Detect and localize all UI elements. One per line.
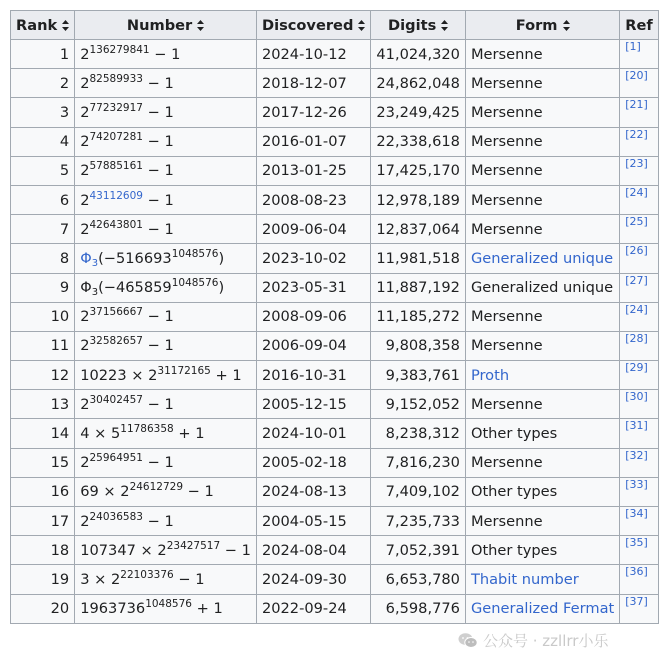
number-text: 2 — [80, 103, 90, 121]
discovered-cell: 2006-09-04 — [256, 331, 370, 360]
rank-cell: 11 — [11, 331, 75, 360]
form-cell — [465, 419, 619, 448]
ref-cell[interactable] — [620, 302, 659, 331]
reference-link[interactable]: [21] — [625, 98, 648, 112]
table-row — [11, 244, 659, 273]
number-text: − 1 — [142, 133, 174, 151]
table-row — [11, 69, 659, 98]
form-cell — [465, 69, 619, 98]
discovered-cell: 2024-08-13 — [256, 477, 370, 506]
form-cell — [465, 302, 619, 331]
number-text: ) — [218, 249, 225, 267]
exponent: 22103376 — [120, 568, 174, 581]
discovered-cell: 2022-09-24 — [256, 594, 370, 623]
subscript[interactable]: 3 — [91, 257, 99, 269]
number-text: 2 — [80, 395, 90, 413]
number-cell — [75, 594, 257, 623]
exponent: 25964951 — [89, 452, 143, 465]
number-cell — [75, 419, 257, 448]
rank-cell: 13 — [11, 390, 75, 419]
form-cell — [465, 536, 619, 565]
form-text: Mersenne — [470, 395, 543, 413]
number-cell — [75, 185, 257, 214]
form-text: Mersenne — [470, 337, 543, 355]
number-text[interactable]: Φ — [80, 249, 92, 267]
form-text: Mersenne — [470, 308, 543, 326]
subscript: 3 — [91, 287, 99, 299]
form-text: Other types — [470, 541, 558, 559]
number-text: − 1 — [142, 454, 174, 472]
reference-link[interactable]: [37] — [625, 594, 648, 608]
number-text: − 1 — [142, 103, 174, 121]
number-cell — [75, 565, 257, 594]
ref-cell[interactable] — [620, 244, 659, 273]
exponent: 57885161 — [89, 160, 143, 173]
form-cell — [465, 477, 619, 506]
column-header-label: Discovered — [261, 16, 354, 34]
column-header-number[interactable] — [75, 11, 257, 40]
ref-cell[interactable] — [620, 536, 659, 565]
number-text: 10223 × 2 — [80, 366, 158, 384]
form-text: Other types — [470, 483, 558, 501]
form-link[interactable]: Thabit number — [470, 570, 579, 588]
watermark-text: 公众号 · zzllrr小乐 — [483, 632, 609, 650]
table-row — [11, 40, 659, 69]
digits-cell: 7,235,733 — [371, 507, 466, 536]
number-cell — [75, 361, 257, 390]
number-cell — [75, 98, 257, 127]
exponent: 37156667 — [89, 306, 143, 319]
reference-link[interactable]: [24] — [625, 302, 648, 316]
table-row — [11, 448, 659, 477]
number-cell — [75, 390, 257, 419]
rank-cell: 10 — [11, 302, 75, 331]
column-header-label: Rank — [16, 16, 58, 34]
digits-cell: 7,052,391 — [371, 536, 466, 565]
reference-link[interactable]: [28] — [625, 331, 648, 345]
number-cell — [75, 127, 257, 156]
number-text: 2 — [80, 512, 90, 530]
number-text: − 1 — [149, 45, 181, 63]
ref-cell[interactable] — [620, 477, 659, 506]
number-cell — [75, 215, 257, 244]
column-header-label: Ref — [625, 16, 653, 34]
reference-link[interactable]: [25] — [625, 215, 648, 229]
table-row — [11, 390, 659, 419]
ref-cell[interactable] — [620, 565, 659, 594]
form-cell — [465, 390, 619, 419]
exponent: 24612729 — [129, 481, 184, 494]
sort-icon[interactable] — [197, 20, 204, 31]
rank-cell: 1 — [11, 40, 75, 69]
ref-cell[interactable] — [620, 156, 659, 185]
discovered-cell: 2024-10-12 — [256, 40, 370, 69]
ref-cell[interactable] — [620, 390, 659, 419]
number-cell — [75, 448, 257, 477]
ref-cell[interactable] — [620, 331, 659, 360]
reference-link[interactable]: [33] — [625, 477, 648, 491]
exponent: 1048576 — [145, 598, 192, 611]
reference-link[interactable]: [27] — [625, 273, 648, 287]
number-text: + 1 — [210, 366, 242, 384]
digits-cell: 9,383,761 — [371, 361, 466, 390]
table-body — [11, 40, 659, 624]
form-cell — [465, 273, 619, 302]
ref-cell[interactable] — [620, 273, 659, 302]
number-text: 2 — [80, 337, 90, 355]
form-text: Other types — [470, 425, 558, 443]
discovered-cell: 2024-10-01 — [256, 419, 370, 448]
number-cell — [75, 477, 257, 506]
column-header-ref — [620, 11, 659, 40]
column-header-digits[interactable] — [371, 11, 466, 40]
number-text: − 1 — [142, 308, 174, 326]
form-text: Mersenne — [470, 220, 543, 238]
discovered-cell: 2005-12-15 — [256, 390, 370, 419]
exponent: 31172165 — [157, 364, 211, 377]
form-cell — [465, 215, 619, 244]
largest-primes-table — [10, 10, 659, 624]
number-text: (−465859 — [98, 279, 172, 297]
discovered-cell: 2008-09-06 — [256, 302, 370, 331]
rank-cell: 8 — [11, 244, 75, 273]
form-cell — [465, 98, 619, 127]
digits-cell: 6,598,776 — [371, 594, 466, 623]
rank-cell: 16 — [11, 477, 75, 506]
ref-cell[interactable] — [620, 419, 659, 448]
rank-cell: 6 — [11, 185, 75, 214]
number-text: 3 × 2 — [80, 570, 121, 588]
rank-cell: 7 — [11, 215, 75, 244]
discovered-cell: 2005-02-18 — [256, 448, 370, 477]
number-cell — [75, 507, 257, 536]
number-cell — [75, 40, 257, 69]
rank-cell: 18 — [11, 536, 75, 565]
table-row — [11, 477, 659, 506]
number-text: 4 × 5 — [80, 425, 121, 443]
number-text: 2 — [80, 74, 90, 92]
number-text: ) — [218, 279, 225, 297]
table-row — [11, 419, 659, 448]
table-row — [11, 507, 659, 536]
digits-cell: 7,409,102 — [371, 477, 466, 506]
form-cell[interactable] — [465, 244, 619, 273]
number-text: 1963736 — [80, 600, 146, 618]
table-row — [11, 594, 659, 623]
reference-link[interactable]: [26] — [625, 244, 648, 258]
form-link[interactable]: Proth — [470, 366, 510, 384]
ref-cell[interactable] — [620, 507, 659, 536]
digits-cell: 11,887,192 — [371, 273, 466, 302]
reference-link[interactable]: [30] — [625, 390, 648, 404]
digits-cell: 9,152,052 — [371, 390, 466, 419]
discovered-cell: 2013-01-25 — [256, 156, 370, 185]
form-text: Mersenne — [470, 74, 543, 92]
table-row — [11, 273, 659, 302]
rank-cell: 15 — [11, 448, 75, 477]
digits-cell: 6,653,780 — [371, 565, 466, 594]
digits-cell: 9,808,358 — [371, 331, 466, 360]
column-header-label: Digits — [388, 16, 437, 34]
exponent: 1048576 — [171, 247, 219, 260]
reference-link[interactable]: [23] — [625, 156, 648, 170]
form-text: Mersenne — [470, 162, 543, 180]
ref-cell[interactable] — [620, 448, 659, 477]
form-text: Mersenne — [470, 133, 543, 151]
rank-cell: 20 — [11, 594, 75, 623]
table-row — [11, 127, 659, 156]
discovered-cell: 2018-12-07 — [256, 69, 370, 98]
sort-icon[interactable] — [441, 20, 448, 31]
exponent: 82589933 — [89, 72, 143, 85]
discovered-cell: 2016-10-31 — [256, 361, 370, 390]
table-row — [11, 98, 659, 127]
form-link[interactable]: Generalized Fermat — [470, 600, 615, 618]
rank-cell: 12 — [11, 361, 75, 390]
watermark — [458, 630, 608, 651]
form-link[interactable]: Generalized unique — [470, 249, 614, 267]
number-text: 2 — [80, 162, 90, 180]
header-row — [11, 11, 659, 40]
reference-link[interactable]: [32] — [625, 448, 648, 462]
form-cell — [465, 448, 619, 477]
exponent: 74207281 — [89, 131, 143, 144]
number-text: 2 — [80, 308, 90, 326]
ref-cell[interactable] — [620, 185, 659, 214]
table-row — [11, 215, 659, 244]
form-cell — [465, 331, 619, 360]
form-cell[interactable] — [465, 594, 619, 623]
number-text: − 1 — [142, 395, 174, 413]
number-text: − 1 — [142, 74, 174, 92]
table-row — [11, 331, 659, 360]
digits-cell: 41,024,320 — [371, 40, 466, 69]
digits-cell: 11,981,518 — [371, 244, 466, 273]
number-text: 107347 × 2 — [80, 541, 167, 559]
column-header-discovered[interactable] — [256, 11, 370, 40]
number-cell — [75, 536, 257, 565]
exponent: 11786358 — [120, 423, 174, 436]
exponent: 24036583 — [89, 510, 143, 523]
number-cell — [75, 69, 257, 98]
discovered-cell: 2024-09-30 — [256, 565, 370, 594]
column-header-label: Form — [515, 16, 558, 34]
rank-cell: 5 — [11, 156, 75, 185]
digits-cell: 12,978,189 — [371, 185, 466, 214]
ref-cell[interactable] — [620, 361, 659, 390]
number-text: − 1 — [142, 191, 174, 209]
number-text: 2 — [80, 191, 90, 209]
exponent: 1048576 — [171, 277, 219, 290]
table-header — [11, 11, 659, 40]
rank-cell: 17 — [11, 507, 75, 536]
rank-cell: 14 — [11, 419, 75, 448]
digits-cell: 8,238,312 — [371, 419, 466, 448]
form-cell — [465, 40, 619, 69]
number-text: 2 — [80, 220, 90, 238]
reference-link[interactable]: [36] — [625, 565, 648, 579]
form-cell — [465, 507, 619, 536]
form-cell[interactable] — [465, 565, 619, 594]
rank-cell: 4 — [11, 127, 75, 156]
rank-cell: 3 — [11, 98, 75, 127]
reference-link[interactable]: [20] — [625, 69, 648, 83]
reference-link[interactable]: [22] — [625, 127, 648, 141]
number-cell — [75, 156, 257, 185]
number-text: − 1 — [220, 541, 251, 559]
wechat-icon — [458, 632, 478, 649]
number-cell — [75, 331, 257, 360]
number-text: (−516693 — [98, 249, 172, 267]
number-cell — [75, 273, 257, 302]
discovered-cell: 2023-05-31 — [256, 273, 370, 302]
sort-icon[interactable] — [62, 20, 69, 31]
number-text: 2 — [80, 133, 90, 151]
form-cell — [465, 127, 619, 156]
digits-cell: 11,185,272 — [371, 302, 466, 331]
number-text: + 1 — [191, 600, 223, 618]
form-text: Mersenne — [470, 191, 543, 209]
number-text: 2 — [80, 45, 90, 63]
discovered-cell: 2017-12-26 — [256, 98, 370, 127]
form-text: Generalized unique — [470, 279, 614, 297]
rank-cell: 2 — [11, 69, 75, 98]
number-cell — [75, 244, 257, 273]
reference-link[interactable]: [1] — [625, 40, 641, 53]
ref-cell[interactable] — [620, 127, 659, 156]
reference-link[interactable]: [35] — [625, 536, 648, 550]
exponent: 23427517 — [166, 539, 221, 552]
column-header-form[interactable] — [465, 11, 619, 40]
form-text: Mersenne — [470, 103, 543, 121]
discovered-cell: 2008-08-23 — [256, 185, 370, 214]
table-row — [11, 156, 659, 185]
exponent: 77232917 — [89, 101, 143, 114]
number-text: − 1 — [173, 570, 205, 588]
number-text: + 1 — [173, 425, 205, 443]
exponent: 30402457 — [89, 393, 143, 406]
column-header-rank[interactable] — [11, 11, 75, 40]
discovered-cell: 2009-06-04 — [256, 215, 370, 244]
digits-cell: 22,338,618 — [371, 127, 466, 156]
discovered-cell: 2004-05-15 — [256, 507, 370, 536]
table-row — [11, 361, 659, 390]
table-row — [11, 536, 659, 565]
number-text: 69 × 2 — [80, 483, 130, 501]
reference-link[interactable]: [31] — [625, 419, 648, 433]
discovered-cell: 2023-10-02 — [256, 244, 370, 273]
number-text: Φ — [80, 279, 92, 297]
digits-cell: 17,425,170 — [371, 156, 466, 185]
number-text: − 1 — [142, 162, 174, 180]
digits-cell: 23,249,425 — [371, 98, 466, 127]
form-cell — [465, 185, 619, 214]
number-text: − 1 — [183, 483, 214, 501]
ref-cell[interactable] — [620, 69, 659, 98]
form-text: Mersenne — [470, 45, 543, 63]
number-cell — [75, 302, 257, 331]
form-cell — [465, 156, 619, 185]
digits-cell: 12,837,064 — [371, 215, 466, 244]
reference-link[interactable]: [29] — [625, 361, 648, 375]
table-row — [11, 565, 659, 594]
exponent: 136279841 — [89, 43, 150, 56]
exponent[interactable]: 43112609 — [89, 189, 143, 202]
form-text: Mersenne — [470, 512, 543, 530]
reference-link[interactable]: [24] — [625, 185, 648, 199]
rank-cell: 9 — [11, 273, 75, 302]
digits-cell: 7,816,230 — [371, 448, 466, 477]
number-text: − 1 — [142, 512, 174, 530]
column-header-label: Number — [126, 16, 193, 34]
number-text: − 1 — [142, 337, 174, 355]
discovered-cell: 2024-08-04 — [256, 536, 370, 565]
rank-cell: 19 — [11, 565, 75, 594]
sort-icon[interactable] — [358, 20, 365, 31]
table-row — [11, 302, 659, 331]
reference-link[interactable]: [34] — [625, 507, 648, 520]
number-text: 2 — [80, 454, 90, 472]
sort-icon[interactable] — [563, 20, 570, 31]
ref-cell[interactable] — [620, 98, 659, 127]
form-text: Mersenne — [470, 454, 543, 472]
exponent: 42643801 — [89, 218, 143, 231]
digits-cell: 24,862,048 — [371, 69, 466, 98]
table-row — [11, 185, 659, 214]
ref-cell[interactable] — [620, 40, 659, 69]
ref-cell[interactable] — [620, 594, 659, 623]
exponent: 32582657 — [89, 335, 143, 348]
ref-cell[interactable] — [620, 215, 659, 244]
number-text: − 1 — [142, 220, 174, 238]
form-cell[interactable] — [465, 361, 619, 390]
discovered-cell: 2016-01-07 — [256, 127, 370, 156]
